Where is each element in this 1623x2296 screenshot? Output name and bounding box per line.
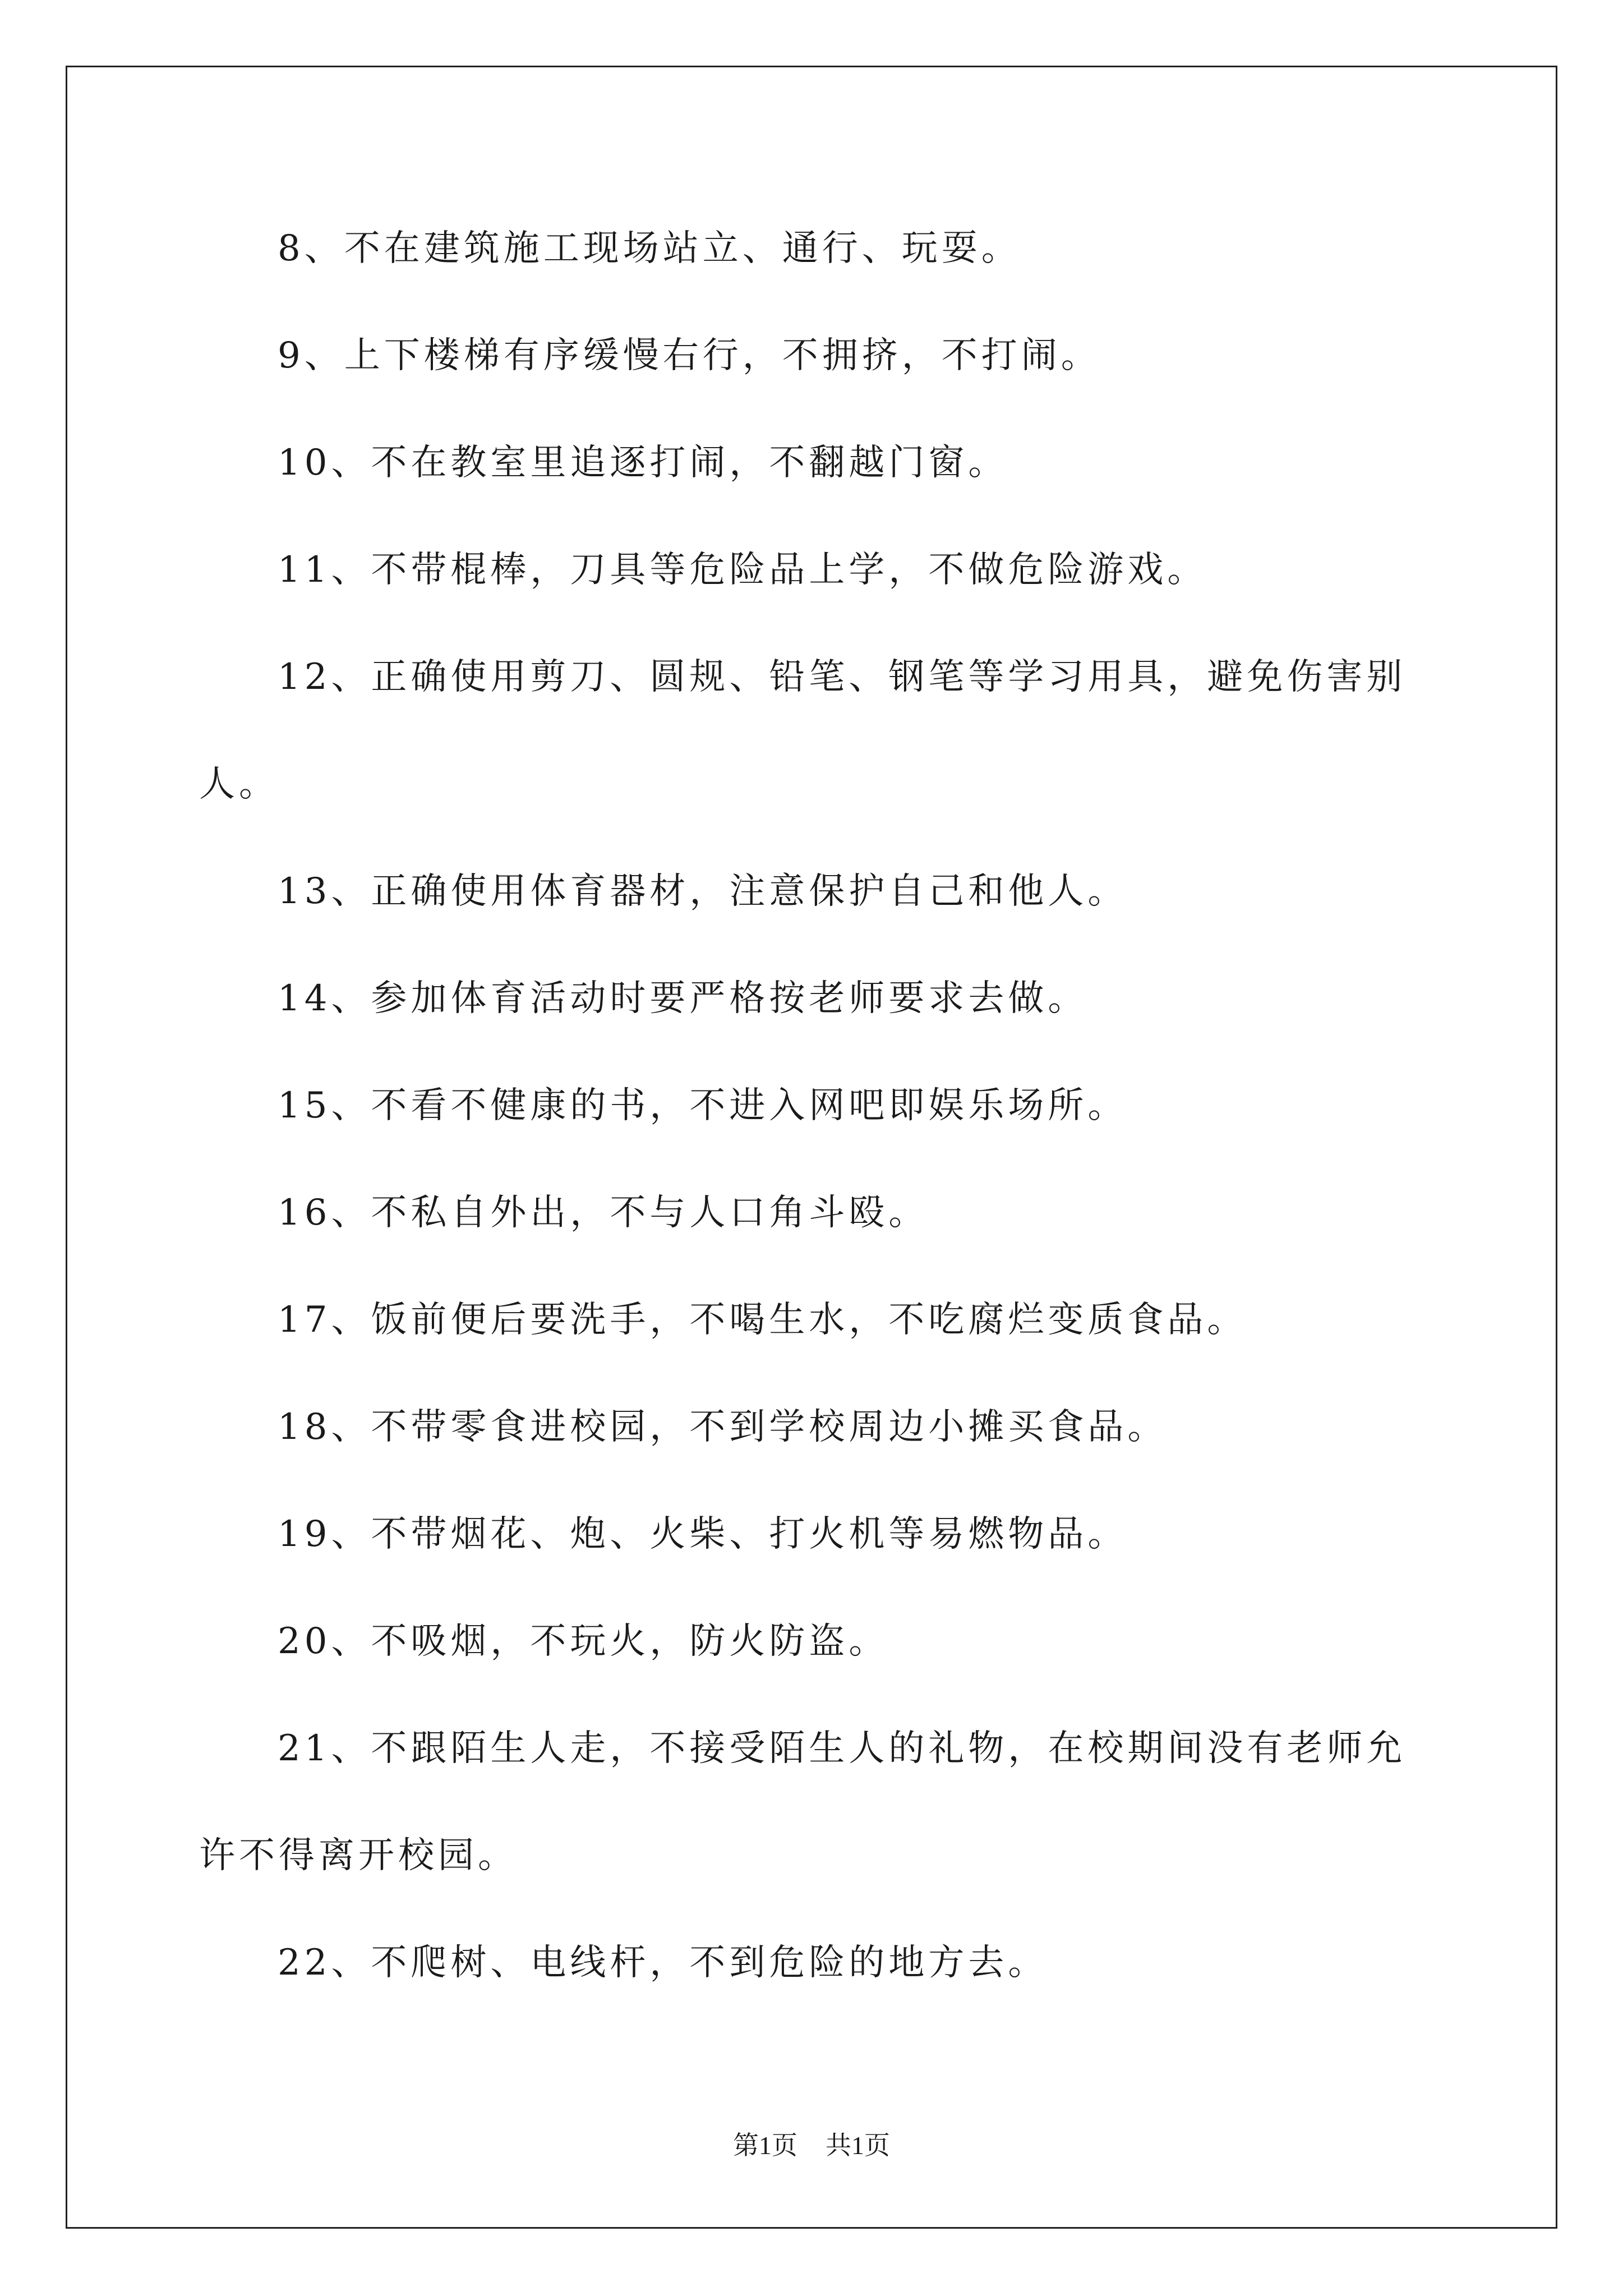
rule-item-11: 11、不带棍棒，刀具等危险品上学，不做危险游戏。 [278,549,1207,591]
page-footer [0,2129,1623,2162]
rule-item-15: 15、不看不健康的书，不进入网吧即娱乐场所。 [278,1085,1128,1126]
rule-item-8: 8、不在建筑施工现场站立、通行、玩耍。 [278,228,1021,269]
rule-item-12-continued: 人。 [199,763,279,805]
rule-item-18: 18、不带零食进校园，不到学校周边小摊买食品。 [278,1406,1168,1448]
rule-item-10: 10、不在教室里追逐打闹，不翻越门窗。 [278,442,1008,484]
page-total: 共1页 [826,2131,890,2160]
rule-item-9: 9、上下楼梯有序缓慢右行，不拥挤，不打闹。 [278,335,1101,376]
rule-item-16: 16、不私自外出，不与人口角斗殴。 [278,1192,929,1234]
rule-item-20: 20、不吸烟，不玩火，防火防盗。 [278,1621,889,1662]
rule-item-12: 12、正确使用剪刀、圆规、铅笔、钢笔等学习用具，避免伤害别 [278,656,1407,698]
rule-item-21-continued: 许不得离开校园。 [199,1835,518,1876]
rule-item-17: 17、饭前便后要洗手，不喝生水，不吃腐烂变质食品。 [278,1299,1247,1341]
rule-item-22: 22、不爬树、电线杆，不到危险的地方去。 [278,1942,1048,1984]
rule-item-19: 19、不带烟花、炮、火柴、打火机等易燃物品。 [278,1513,1128,1555]
rule-item-14: 14、参加体育活动时要严格按老师要求去做。 [278,978,1088,1019]
rule-item-13: 13、正确使用体育器材，注意保护自己和他人。 [278,871,1128,912]
document-body [199,222,1433,1990]
rule-item-21: 21、不跟陌生人走，不接受陌生人的礼物，在校期间没有老师允 [278,1728,1407,1769]
page-number: 第1页 [733,2131,797,2160]
